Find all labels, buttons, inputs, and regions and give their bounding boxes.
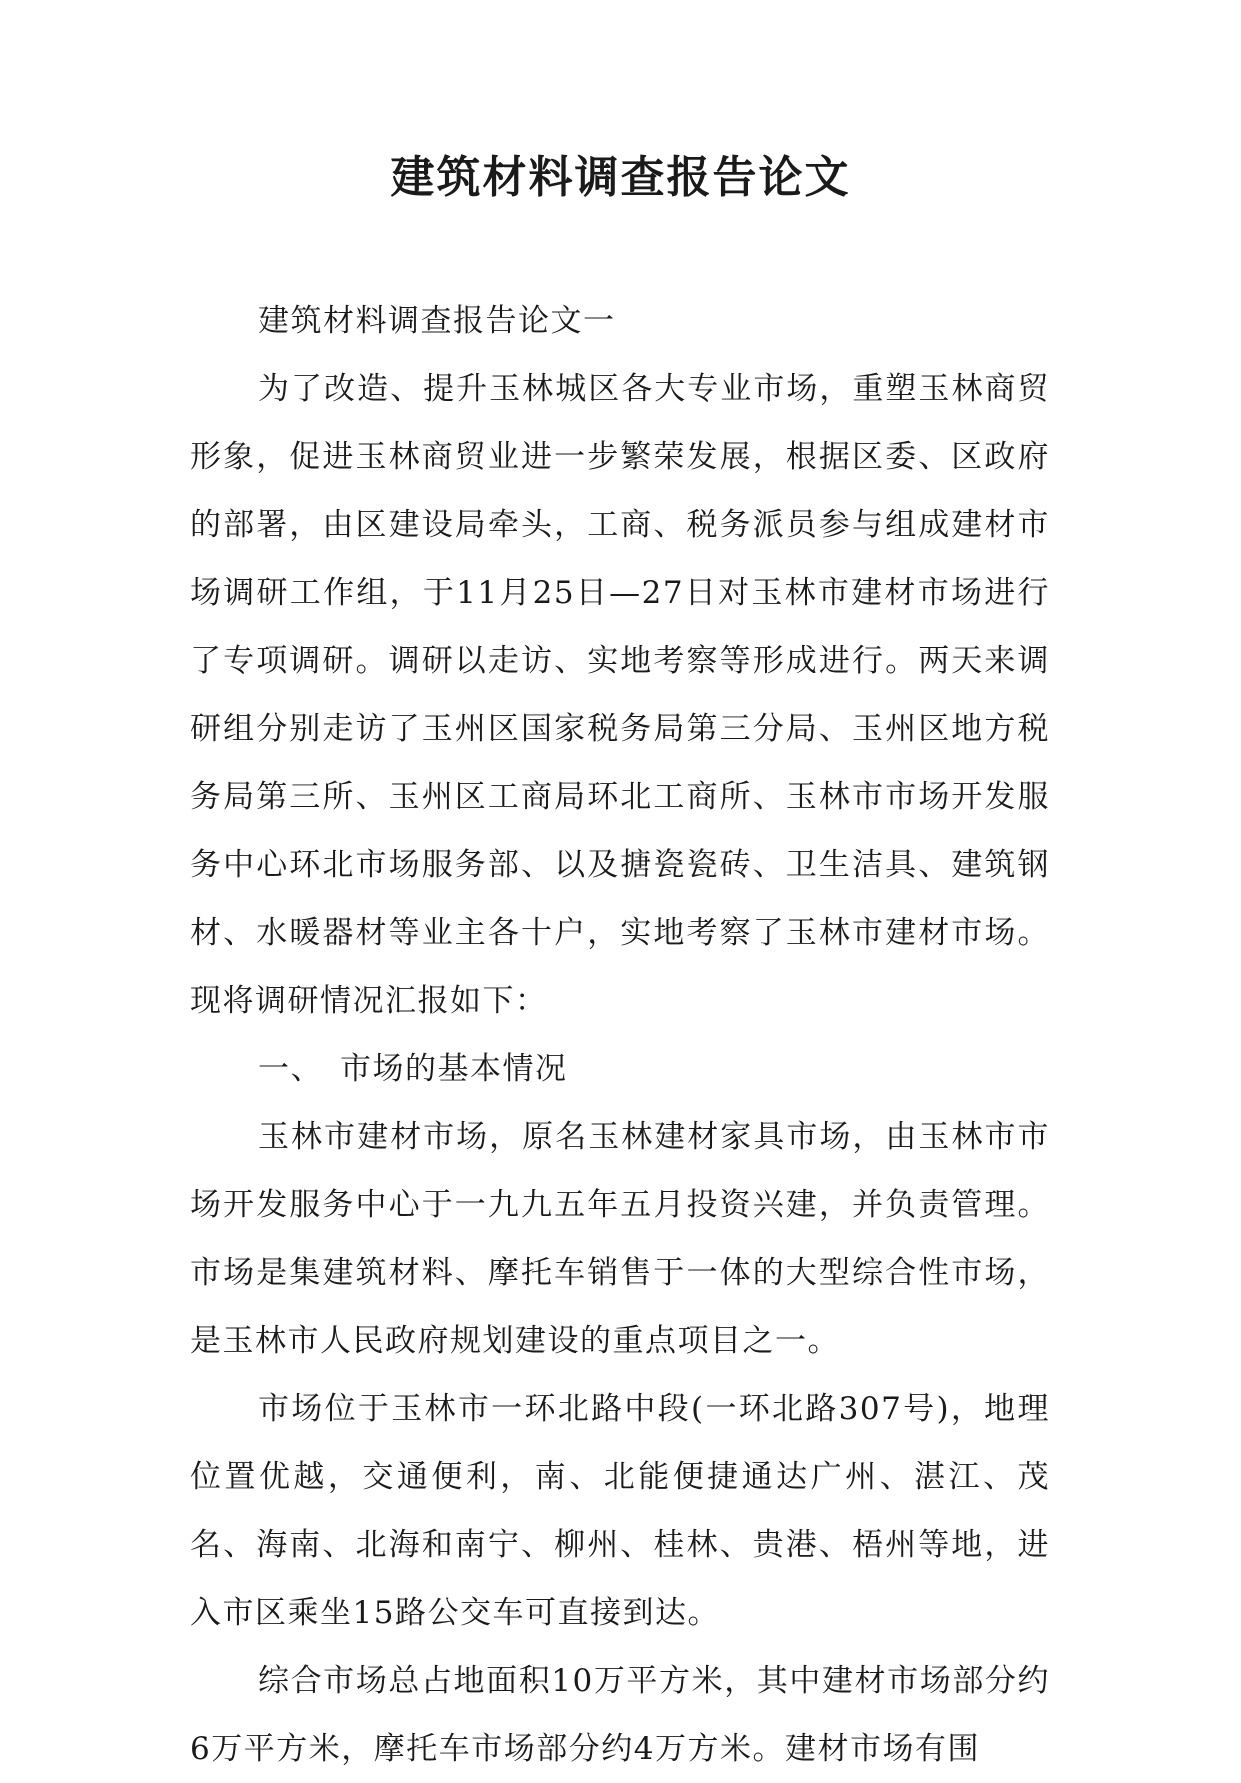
- paragraph-market-location: 市场位于玉林市一环北路中段(一环北路307号)，地理位置优越，交通便利，南、北能便捷通达广州、湛江、茂名、海南、北海和南宁、柳州、桂林、贵港、梧州等地，进入市区乘坐15路公交车可直接到达。: [190, 1391, 1050, 1631]
- paragraph-market-overview: 玉林市建材市场，原名玉林建材家具市场，由玉林市市场开发服务中心于一九九五年五月投资兴建，并负责管理。市场是集建筑材料、摩托车销售于一体的大型综合性市场，是玉林市人民政府规划建设的重点项目之一。: [190, 1119, 1050, 1359]
- section-heading-basic-situation: 一、 市场的基本情况: [258, 1051, 568, 1087]
- section-heading: 建筑材料调查报告论文一: [258, 303, 616, 339]
- document-body: [190, 287, 1050, 1783]
- paragraph-intro: 为了改造、提升玉林城区各大专业市场，重塑玉林商贸形象，促进玉林商贸业进一步繁荣发展，根据区委、区政府的部署，由区建设局牵头，工商、税务派员参与组成建材市场调研工作组，于11月25日—27日对玉林市建材市场进行了专项调研。调研以走访、实地考察等形成进行。两天来调研组分别走访了玉州区国家税务局第三分局、玉州区地方税务局第三所、玉州区工商局环北工商所、玉林市市场开发服务中心环北市场服务部、以及搪瓷瓷砖、卫生洁具、建筑钢材、水暖器材等业主各十户，实地考察了玉林市建材市场。现将调研情况汇报如下：: [190, 371, 1050, 1019]
- paragraph-market-area: 综合市场总占地面积10万平方米，其中建材市场部分约6万平方米，摩托车市场部分约4万方米。建材市场有围: [190, 1663, 1050, 1767]
- document-title: 建筑材料调查报告论文: [390, 152, 851, 203]
